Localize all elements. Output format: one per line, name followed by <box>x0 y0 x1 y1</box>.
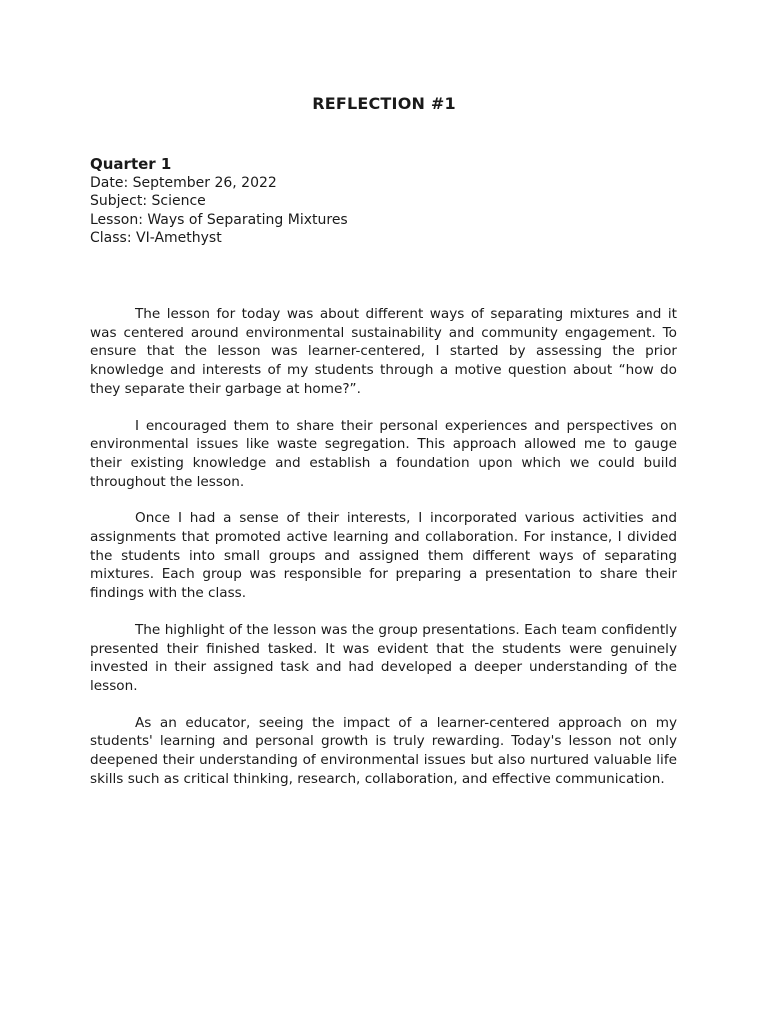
paragraph: I encouraged them to share their personal experiences and perspectives on environmental issues like waste segregation. This approach allowed me to gauge their existing knowledge and establish a foundation upon which we could build throughout the lesson. <box>90 417 677 490</box>
document-title: REFLECTION #1 <box>312 94 456 113</box>
reflection-body <box>90 305 677 806</box>
paragraph: The lesson for today was about different ways of separating mixtures and it was centered around environmental sustainability and community engagement. To ensure that the lesson was learner-centered, I started by assessing the prior knowledge and interests of my students through a motive question about “how do they separate their garbage at home?”. <box>90 306 677 397</box>
paragraph: As an educator, seeing the impact of a learner-centered approach on my students' learning and personal growth is truly rewarding. Today's lesson not only deepened their understanding of environmental issues but also nurtured valuable life skills such as critical thinking, research, collaboration, and effective communication. <box>90 714 677 787</box>
date-line: Date: September 26, 2022 <box>90 174 277 191</box>
quarter-label: Quarter 1 <box>90 155 172 173</box>
paragraph: Once I had a sense of their interests, I incorporated various activities and assignments that promoted active learning and collaboration. For instance, I divided the students into small groups and assigned them different ways of separating mixtures. Each group was responsible for preparing a presentation to share their findings with the class. <box>90 510 677 602</box>
subject-line: Subject: Science <box>90 193 206 209</box>
lesson-metadata <box>90 155 690 248</box>
lesson-line: Lesson: Ways of Separating Mixtures <box>90 211 348 228</box>
class-line: Class: VI-Amethyst <box>90 230 222 246</box>
paragraph: The highlight of the lesson was the group presentations. Each team confidently presented their finished tasked. It was evident that the students were genuinely invested in their assigned task and had developed a deeper understanding of the lesson. <box>90 621 677 694</box>
